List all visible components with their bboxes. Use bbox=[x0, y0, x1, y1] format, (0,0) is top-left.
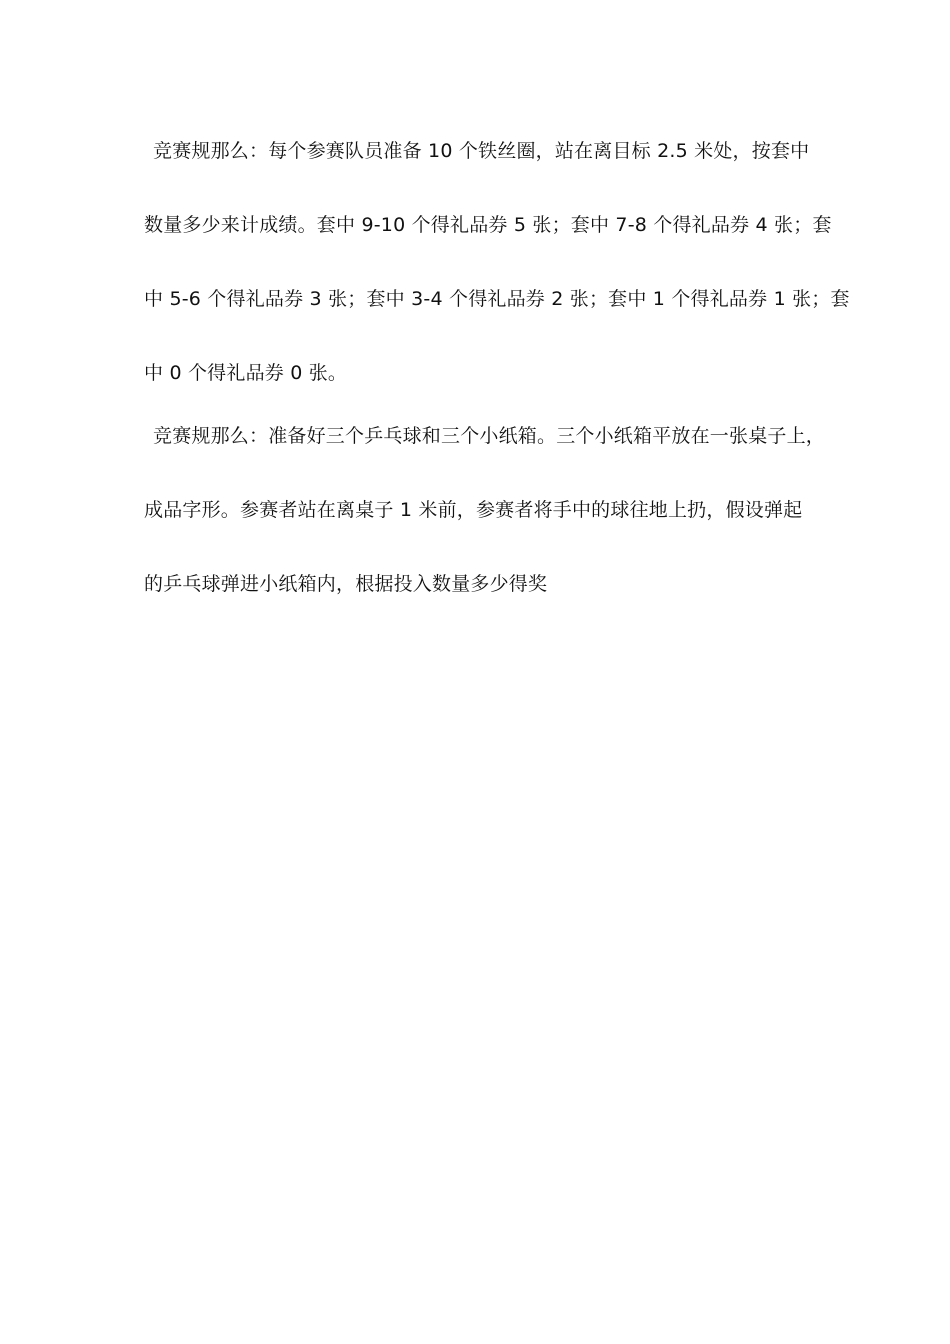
paragraph-line bbox=[144, 141, 824, 215]
paragraph-line bbox=[144, 214, 832, 289]
paragraph-line-text: 数量多少来计成绩。套中 9-10 个得礼品券 5 张；套中 7-8 个得礼品券 4 张；套 bbox=[144, 214, 832, 236]
paragraph-line-text: 竞赛规那么：每个参赛队员准备 10 个铁丝圈，站在离目标 2.5 米处，按套中 bbox=[153, 140, 810, 162]
paragraph-line-text: 中 5-6 个得礼品券 3 张；套中 3-4 个得礼品券 2 张；套中 1 个得礼品券 1 张；套 bbox=[144, 288, 850, 310]
paragraph-line bbox=[144, 363, 824, 385]
paragraph-line bbox=[144, 426, 824, 500]
paragraph-ring-toss-rules bbox=[144, 140, 850, 385]
paragraph-line-text: 的乒乓球弹进小纸箱内，根据投入数量多少得奖 bbox=[144, 573, 548, 595]
paragraph-line bbox=[144, 574, 824, 596]
paragraph-line-text: 竞赛规那么：准备好三个乒乓球和三个小纸箱。三个小纸箱平放在一张桌子上， bbox=[153, 425, 826, 447]
paragraph-line bbox=[144, 500, 824, 574]
paragraph-line-text: 中 0 个得礼品券 0 张。 bbox=[144, 362, 348, 384]
paragraph-ping-pong-rules bbox=[144, 426, 824, 596]
paragraph-line-text: 成品字形。参赛者站在离桌子 1 米前，参赛者将手中的球往地上扔，假设弹起 bbox=[144, 499, 803, 521]
paragraph-line bbox=[144, 288, 850, 363]
